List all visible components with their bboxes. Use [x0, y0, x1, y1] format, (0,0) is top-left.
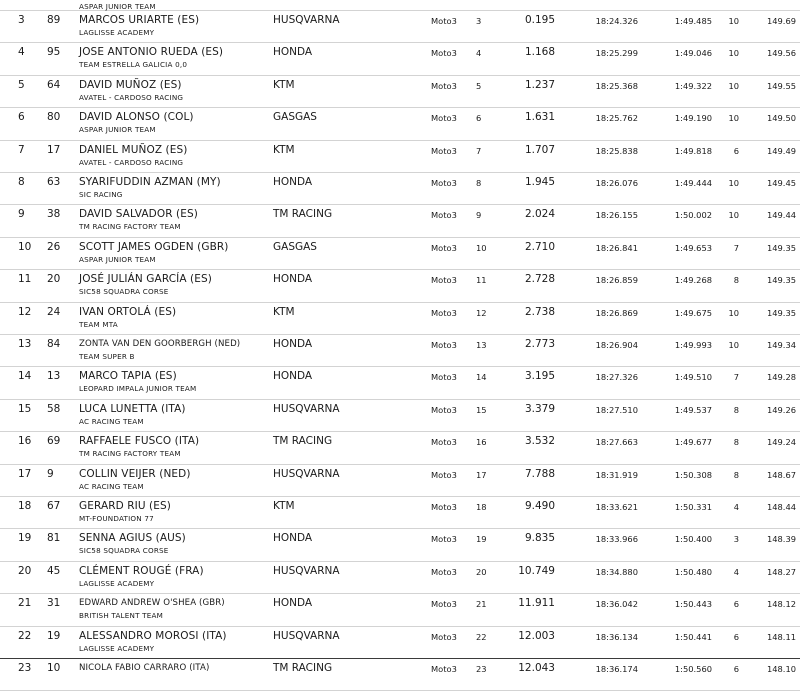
gap-time: 3.195: [524, 370, 555, 383]
category: Moto3: [431, 664, 457, 674]
manufacturer: TM RACING: [273, 662, 333, 674]
best-lap-number: 6: [733, 664, 739, 674]
position-cell: 5: [18, 78, 25, 91]
table-row: [0, 367, 800, 399]
category: Moto3: [431, 534, 457, 545]
best-lap-number: 7: [733, 372, 739, 383]
best-lap-time: 1:50.443: [674, 599, 712, 610]
position-cell: 19: [18, 532, 32, 545]
best-lap-number: 8: [733, 404, 739, 415]
rider-name: SENNA AGIUS (AUS): [79, 532, 186, 545]
average-speed: 149.34: [766, 340, 796, 350]
total-time: 18:33.966: [595, 534, 638, 545]
category: Moto3: [431, 242, 457, 253]
rider-name: CLÉMENT ROUGÉ (FRA): [79, 564, 204, 577]
average-speed: 148.12: [766, 599, 796, 610]
manufacturer: TM RACING: [273, 208, 333, 221]
position-cell: 3: [18, 14, 25, 26]
category: Moto3: [431, 631, 457, 642]
manufacturer: HONDA: [273, 338, 313, 350]
table-row: [0, 108, 800, 140]
rider-name: DAVID ALONSO (COL): [79, 111, 194, 124]
rider-name: DAVID MUÑOZ (ES): [79, 78, 182, 91]
category: Moto3: [431, 372, 457, 383]
category: Moto3: [431, 145, 457, 156]
average-speed: 148.27: [766, 566, 796, 577]
position-cell: 17: [18, 467, 32, 480]
gap-time: 2.710: [524, 240, 555, 253]
best-lap-number: 6: [733, 599, 739, 610]
rider-name: RAFFAELE FUSCO (ITA): [79, 435, 200, 448]
rider-number: 89: [47, 14, 61, 26]
team-name: AC RACING TEAM: [79, 481, 144, 491]
category: Moto3: [431, 48, 457, 59]
gap-time: 1.168: [524, 46, 555, 59]
category-position: 8: [476, 178, 482, 188]
best-lap-number: 3: [733, 534, 739, 545]
category-position: 6: [476, 113, 482, 124]
best-lap-number: 10: [728, 210, 739, 221]
best-lap-number: 10: [728, 340, 739, 350]
rider-number: 38: [47, 208, 61, 221]
team-name: MT-FOUNDATION 77: [79, 514, 154, 523]
average-speed: 149.49: [766, 145, 796, 156]
position-cell: 7: [18, 143, 25, 156]
total-time: 18:27.326: [595, 372, 638, 383]
gap-time: 7.788: [524, 467, 555, 480]
category-position: 16: [476, 437, 487, 448]
table-row: [0, 465, 800, 497]
category-position: 19: [476, 534, 487, 545]
total-time: 18:27.510: [595, 404, 638, 415]
table-row: [0, 529, 800, 561]
rider-name: MARCO TAPIA (ES): [79, 370, 177, 383]
best-lap-number: 10: [728, 16, 739, 26]
best-lap-time: 1:49.268: [674, 275, 712, 286]
best-lap-number: 6: [733, 631, 739, 642]
rider-number: 19: [47, 629, 61, 642]
team-name: SIC58 SQUADRA CORSE: [79, 546, 169, 556]
team-name: SIC58 SQUADRA CORSE: [79, 287, 169, 297]
best-lap-number: 10: [728, 113, 739, 124]
average-speed: 149.26: [766, 404, 796, 415]
average-speed: 149.35: [766, 275, 796, 286]
position-cell: 6: [18, 111, 25, 124]
manufacturer: HUSQVARNA: [273, 467, 340, 480]
best-lap-number: 10: [728, 307, 739, 318]
team-name: LAGLISSE ACADEMY: [79, 578, 155, 588]
category-position: 22: [476, 631, 487, 642]
team-name: LAGLISSE ACADEMY: [79, 643, 155, 653]
average-speed: 149.44: [766, 210, 796, 221]
rider-number: 69: [47, 435, 61, 448]
rider-name: ALESSANDRO MOROSI (ITA): [79, 629, 227, 642]
table-row: [0, 400, 800, 432]
best-lap-time: 1:49.510: [674, 372, 712, 383]
table-row: [0, 141, 800, 173]
rider-number: 63: [47, 176, 61, 188]
position-cell: 9: [18, 208, 25, 221]
manufacturer: KTM: [273, 500, 295, 512]
table-row: [0, 594, 800, 626]
category-position: 20: [476, 566, 487, 577]
rider-name: NICOLA FABIO CARRARO (ITA): [79, 663, 210, 673]
category: Moto3: [431, 404, 457, 415]
position-cell: 16: [18, 435, 32, 448]
category: Moto3: [431, 599, 457, 610]
position-cell: 10: [18, 240, 32, 253]
table-row: [0, 76, 800, 108]
rider-number: 67: [47, 500, 61, 512]
table-row: [0, 205, 800, 237]
table-row: [0, 270, 800, 302]
gap-time: 1.707: [524, 143, 555, 156]
average-speed: 149.69: [766, 16, 796, 26]
table-row: [0, 432, 800, 464]
position-cell: 20: [18, 564, 32, 577]
team-name: TM RACING FACTORY TEAM: [79, 222, 181, 232]
total-time: 18:26.904: [595, 340, 638, 350]
team-name: TEAM MTA: [79, 319, 118, 329]
total-time: 18:25.368: [595, 80, 638, 91]
manufacturer: HONDA: [273, 273, 313, 286]
total-time: 18:26.155: [595, 210, 638, 221]
category-position: 5: [476, 80, 482, 91]
best-lap-time: 1:49.993: [674, 340, 712, 350]
gap-time: 2.738: [524, 305, 555, 318]
rider-name: JOSÉ JULIÁN GARCÍA (ES): [79, 273, 212, 286]
best-lap-number: 8: [733, 275, 739, 286]
best-lap-time: 1:50.441: [674, 631, 712, 642]
rider-number: 17: [47, 143, 61, 156]
manufacturer: HUSQVARNA: [273, 629, 340, 642]
average-speed: 148.67: [766, 469, 796, 480]
average-speed: 149.45: [766, 178, 796, 188]
rider-name: GERARD RIU (ES): [79, 500, 171, 512]
category-position: 7: [476, 145, 482, 156]
rider-name: SYARIFUDDIN AZMAN (MY): [79, 176, 221, 188]
category-position: 21: [476, 599, 487, 610]
total-time: 18:24.326: [595, 16, 638, 26]
average-speed: 149.35: [766, 307, 796, 318]
team-name: LEOPARD IMPALA JUNIOR TEAM: [79, 384, 197, 394]
total-time: 18:26.076: [595, 178, 638, 188]
category: Moto3: [431, 469, 457, 480]
total-time: 18:25.838: [595, 145, 638, 156]
gap-time: 9.835: [524, 532, 555, 545]
rider-name: MARCOS URIARTE (ES): [79, 14, 200, 26]
table-row: [0, 497, 800, 529]
best-lap-number: 10: [728, 48, 739, 59]
category-position: 17: [476, 469, 487, 480]
average-speed: 148.44: [766, 502, 796, 512]
position-cell: 14: [18, 370, 32, 383]
position-cell: 8: [18, 176, 25, 188]
best-lap-time: 1:49.537: [674, 404, 712, 415]
manufacturer: HUSQVARNA: [273, 402, 340, 415]
best-lap-number: 10: [728, 80, 739, 91]
category: Moto3: [431, 210, 457, 221]
average-speed: 148.39: [766, 534, 796, 545]
rider-number: 58: [47, 402, 61, 415]
team-name: AVATEL - CARDOSO RACING: [79, 92, 184, 102]
rider-number: 9: [47, 467, 54, 480]
average-speed: 148.11: [766, 631, 796, 642]
category: Moto3: [431, 437, 457, 448]
gap-time: 2.024: [524, 208, 555, 221]
category: Moto3: [431, 307, 457, 318]
team-name: LAGLISSE ACADEMY: [79, 28, 155, 37]
table-row: [0, 43, 800, 75]
rider-name: JOSE ANTONIO RUEDA (ES): [79, 46, 224, 59]
table-row: [0, 11, 800, 43]
total-time: 18:26.869: [595, 307, 638, 318]
average-speed: 149.24: [766, 437, 796, 448]
team-name: TEAM ESTRELLA GALICIA 0,0: [79, 60, 188, 70]
rider-name: DANIEL MUÑOZ (ES): [79, 143, 188, 156]
total-time: 18:36.134: [595, 631, 638, 642]
total-time: 18:36.174: [595, 664, 638, 674]
category: Moto3: [431, 80, 457, 91]
best-lap-time: 1:49.444: [674, 178, 712, 188]
rider-name: EDWARD ANDREW O'SHEA (GBR): [79, 598, 225, 609]
rider-number: 31: [47, 597, 61, 610]
gap-time: 0.195: [524, 14, 555, 26]
gap-time: 1.237: [524, 78, 555, 91]
best-lap-time: 1:50.308: [674, 469, 712, 480]
best-lap-time: 1:49.677: [674, 437, 712, 448]
rider-number: 10: [47, 662, 61, 674]
gap-time: 9.490: [524, 500, 555, 512]
rider-number: 81: [47, 532, 61, 545]
category: Moto3: [431, 113, 457, 124]
rider-name: ZONTA VAN DEN GOORBERGH (NED): [79, 339, 241, 349]
gap-time: 12.043: [518, 662, 555, 674]
average-speed: 149.55: [766, 80, 796, 91]
best-lap-time: 1:49.653: [674, 242, 712, 253]
best-lap-time: 1:49.485: [674, 16, 712, 26]
manufacturer: GASGAS: [273, 240, 317, 253]
category: Moto3: [431, 566, 457, 577]
best-lap-time: 1:49.322: [674, 80, 712, 91]
position-cell: 22: [18, 629, 32, 642]
category: Moto3: [431, 340, 457, 350]
category-position: 18: [476, 502, 487, 512]
rider-number: 84: [47, 338, 61, 350]
total-time: 18:26.859: [595, 275, 638, 286]
rider-name: LUCA LUNETTA (ITA): [79, 402, 186, 415]
category: Moto3: [431, 16, 457, 26]
team-name: AC RACING TEAM: [79, 416, 144, 426]
total-time: 18:27.663: [595, 437, 638, 448]
manufacturer: HONDA: [273, 597, 313, 610]
table-row-partial: [0, 0, 800, 11]
best-lap-time: 1:49.818: [674, 145, 712, 156]
category-position: 15: [476, 404, 487, 415]
rider-name: COLLIN VEIJER (NED): [79, 467, 191, 480]
team-name: TM RACING FACTORY TEAM: [79, 449, 181, 459]
best-lap-number: 4: [733, 566, 739, 577]
best-lap-time: 1:50.002: [674, 210, 712, 221]
manufacturer: HONDA: [273, 532, 313, 545]
rider-number: 45: [47, 564, 61, 577]
best-lap-number: 8: [733, 469, 739, 480]
rider-number: 24: [47, 305, 61, 318]
rider-number: 80: [47, 111, 61, 124]
category: Moto3: [431, 178, 457, 188]
total-time: 18:25.762: [595, 113, 638, 124]
rider-number: 95: [47, 46, 61, 59]
total-time: 18:31.919: [595, 469, 638, 480]
team-name: ASPAR JUNIOR TEAM: [79, 125, 156, 135]
best-lap-time: 1:49.190: [674, 113, 712, 124]
average-speed: 149.28: [766, 372, 796, 383]
position-cell: 12: [18, 305, 32, 318]
team-name: ASPAR JUNIOR TEAM: [79, 254, 156, 264]
manufacturer: KTM: [273, 78, 295, 91]
gap-time: 3.532: [524, 435, 555, 448]
average-speed: 148.10: [766, 664, 796, 674]
best-lap-time: 1:50.331: [674, 502, 712, 512]
category: Moto3: [431, 275, 457, 286]
total-time: 18:25.299: [595, 48, 638, 59]
table-row: [0, 238, 800, 270]
gap-time: 10.749: [518, 564, 555, 577]
manufacturer: TM RACING: [273, 435, 333, 448]
rider-number: 20: [47, 273, 61, 286]
position-cell: 15: [18, 402, 32, 415]
table-row: [0, 659, 800, 691]
manufacturer: KTM: [273, 305, 295, 318]
position-cell: 11: [18, 273, 32, 286]
best-lap-time: 1:49.675: [674, 307, 712, 318]
manufacturer: HUSQVARNA: [273, 14, 340, 26]
table-row: [0, 627, 800, 659]
team-name: ASPAR JUNIOR TEAM: [79, 2, 156, 11]
best-lap-time: 1:50.400: [674, 534, 712, 545]
table-row: [0, 562, 800, 594]
team-name: BRITISH TALENT TEAM: [79, 611, 164, 621]
rider-name: DAVID SALVADOR (ES): [79, 208, 198, 221]
gap-time: 2.728: [524, 273, 555, 286]
position-cell: 18: [18, 500, 32, 512]
average-speed: 149.35: [766, 242, 796, 253]
manufacturer: KTM: [273, 143, 295, 156]
category-position: 12: [476, 307, 487, 318]
total-time: 18:34.880: [595, 566, 638, 577]
position-cell: 21: [18, 597, 32, 610]
category-position: 11: [476, 275, 487, 286]
total-time: 18:36.042: [595, 599, 638, 610]
manufacturer: HONDA: [273, 370, 313, 383]
gap-time: 11.911: [518, 597, 555, 610]
best-lap-number: 6: [733, 145, 739, 156]
manufacturer: HONDA: [273, 46, 313, 59]
best-lap-time: 1:50.480: [674, 566, 712, 577]
best-lap-number: 4: [733, 502, 739, 512]
position-cell: 23: [18, 662, 32, 674]
best-lap-time: 1:49.046: [674, 48, 712, 59]
total-time: 18:26.841: [595, 242, 638, 253]
rider-number: 13: [47, 370, 61, 383]
team-name: SIC RACING: [79, 190, 123, 199]
position-cell: 4: [18, 46, 25, 59]
total-time: 18:33.621: [595, 502, 638, 512]
rider-number: 26: [47, 240, 61, 253]
category-position: 23: [476, 664, 487, 674]
category-position: 13: [476, 340, 487, 350]
table-row: [0, 303, 800, 335]
rider-name: SCOTT JAMES OGDEN (GBR): [79, 240, 229, 253]
best-lap-time: 1:50.560: [674, 664, 712, 674]
category-position: 9: [476, 210, 482, 221]
category-position: 4: [476, 48, 482, 59]
gap-time: 1.945: [524, 176, 555, 188]
best-lap-number: 7: [733, 242, 739, 253]
gap-time: 1.631: [524, 111, 555, 124]
team-name: TEAM SUPER B: [79, 352, 135, 361]
position-cell: 13: [18, 338, 32, 350]
manufacturer: HONDA: [273, 176, 313, 188]
average-speed: 149.50: [766, 113, 796, 124]
manufacturer: GASGAS: [273, 111, 317, 124]
best-lap-number: 10: [728, 178, 739, 188]
gap-time: 2.773: [524, 338, 555, 350]
gap-time: 3.379: [524, 402, 555, 415]
team-name: AVATEL - CARDOSO RACING: [79, 157, 184, 167]
average-speed: 149.56: [766, 48, 796, 59]
gap-time: 12.003: [518, 629, 555, 642]
category-position: 3: [476, 16, 482, 26]
category: Moto3: [431, 502, 457, 512]
rider-name: IVAN ORTOLÁ (ES): [79, 305, 177, 318]
manufacturer: HUSQVARNA: [273, 564, 340, 577]
category-position: 10: [476, 242, 487, 253]
rider-number: 64: [47, 78, 61, 91]
best-lap-number: 8: [733, 437, 739, 448]
category-position: 14: [476, 372, 487, 383]
table-row: [0, 173, 800, 205]
table-row: [0, 335, 800, 367]
